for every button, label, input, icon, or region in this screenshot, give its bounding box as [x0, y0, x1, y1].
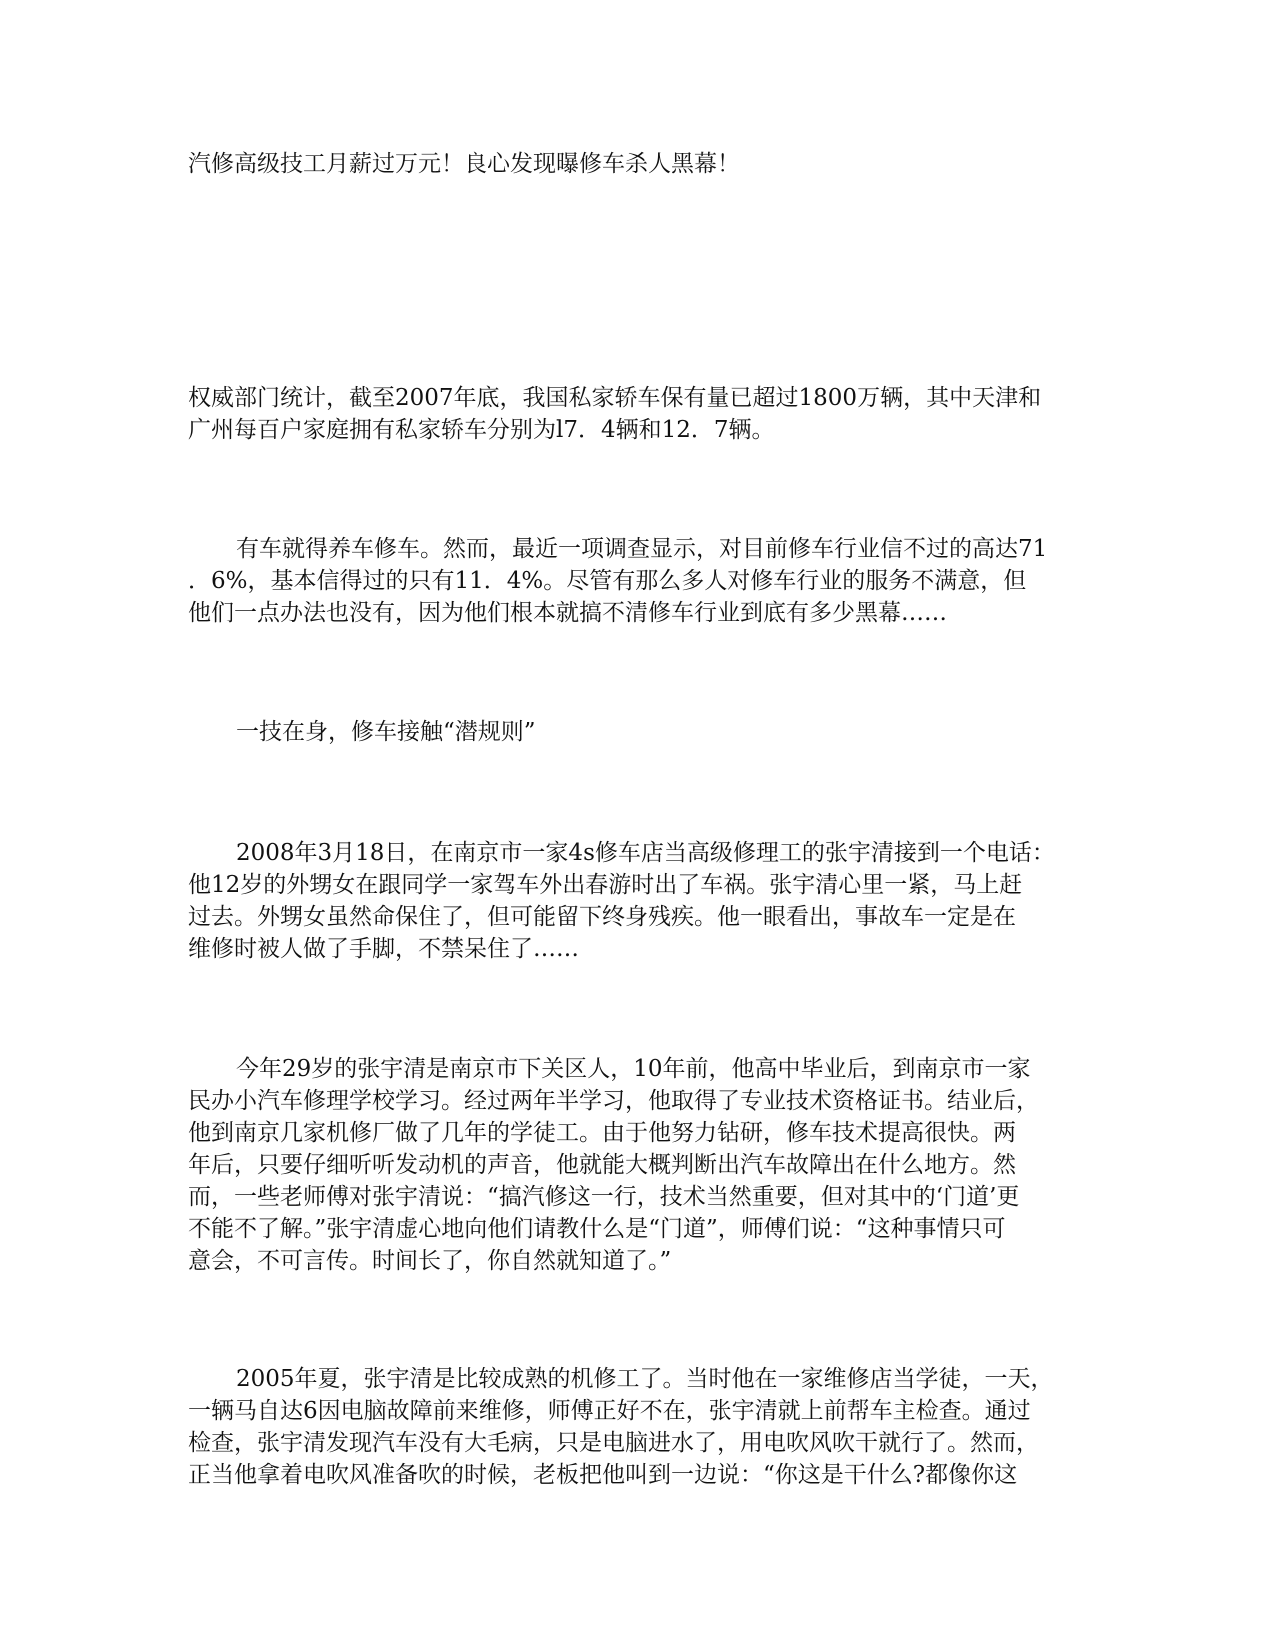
paragraph-line: 一辆马自达6因电脑故障前来维修，师傅正好不在，张宇清就上前帮车主检查。通过: [188, 1398, 1031, 1424]
paragraph-line: 他们一点办法也没有，因为他们根本就搞不清修车行业到底有多少黑幕……: [188, 600, 947, 626]
paragraph-line: 有车就得养车修车。然而，最近一项调查显示，对目前修车行业信不过的高达71: [236, 536, 1048, 562]
paragraph-2005: [188, 1363, 1088, 1491]
paragraph-line: 2005年夏，张宇清是比较成熟的机修工了。当时他在一家维修店当学徒，一天，: [236, 1366, 1054, 1392]
paragraph-survey: [188, 533, 1088, 629]
paragraph-line: 年后，只要仔细听听发动机的声音，他就能大概判断出汽车故障出在什么地方。然: [188, 1152, 1016, 1178]
paragraph-line: ．6%，基本信得过的只有11．4%。尽管有那么多人对修车行业的服务不满意，但: [188, 568, 1027, 594]
paragraph-line: 他到南京几家机修厂做了几年的学徒工。由于他努力钻研，修车技术提高很快。两: [188, 1120, 1016, 1146]
paragraph-line: 民办小汽车修理学校学习。经过两年半学习，他取得了专业技术资格证书。结业后，: [188, 1088, 1039, 1114]
paragraph-line: 而，一些老师傅对张宇清说：“搞汽修这一行，技术当然重要，但对其中的‘门道’更: [188, 1184, 1020, 1210]
paragraph-line: 过去。外甥女虽然命保住了，但可能留下终身残疾。他一眼看出，事故车一定是在: [188, 904, 1016, 930]
section-heading-text: 一技在身，修车接触“潜规则”: [236, 719, 536, 745]
paragraph-line: 他12岁的外甥女在跟同学一家驾车外出春游时出了车祸。张宇清心里一紧，马上赶: [188, 872, 1023, 898]
paragraph-line: 正当他拿着电吹风准备吹的时候，老板把他叫到一边说：“你这是干什么?都像你这: [188, 1462, 1018, 1488]
paragraph-line: 不能不了解。”张宇清虚心地向他们请教什么是“门道”，师傅们说：“这种事情只可: [188, 1216, 1006, 1242]
paragraph-line: 权威部门统计，截至2007年底，我国私家轿车保有量已超过1800万辆，其中天津和: [188, 385, 1042, 411]
paragraph-statistics: [188, 382, 1088, 446]
section-heading: [188, 716, 1088, 748]
paragraph-accident: [188, 837, 1088, 965]
paragraph-background: [188, 1053, 1088, 1277]
paragraph-line: 检查，张宇清发现汽车没有大毛病，只是电脑进水了，用电吹风吹干就行了。然而，: [188, 1430, 1039, 1456]
paragraph-line: 意会，不可言传。时间长了，你自然就知道了。”: [188, 1248, 672, 1274]
paragraph-line: 今年29岁的张宇清是南京市下关区人，10年前，他高中毕业后，到南京市一家: [236, 1056, 1031, 1082]
paragraph-line: 2008年3月18日，在南京市一家4s修车店当高级修理工的张宇清接到一个电话：: [236, 840, 1055, 866]
title-text: 汽修高级技工月薪过万元！良心发现曝修车杀人黑幕！: [188, 151, 740, 177]
paragraph-line: 广州每百户家庭拥有私家轿车分别为l7．4辆和12．7辆。: [188, 417, 775, 443]
paragraph-line: 维修时被人做了手脚，不禁呆住了……: [188, 936, 579, 962]
document-title: [188, 148, 1088, 180]
